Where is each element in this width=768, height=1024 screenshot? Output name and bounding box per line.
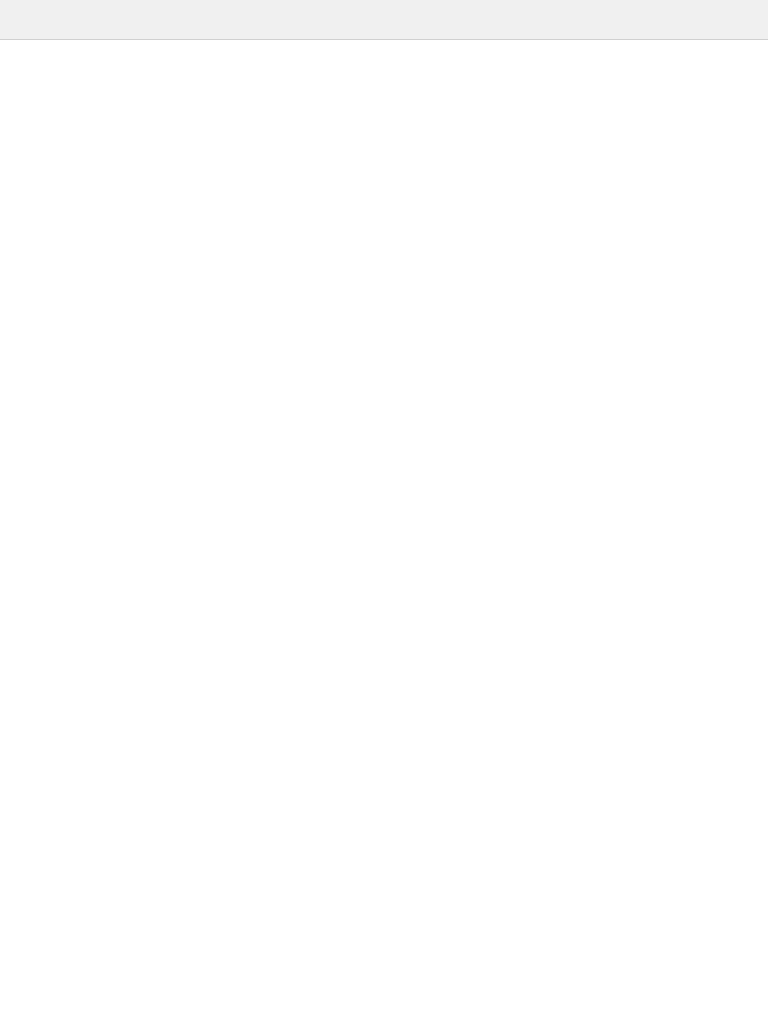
title-bar: [0, 0, 768, 40]
main-content: [0, 40, 768, 1024]
